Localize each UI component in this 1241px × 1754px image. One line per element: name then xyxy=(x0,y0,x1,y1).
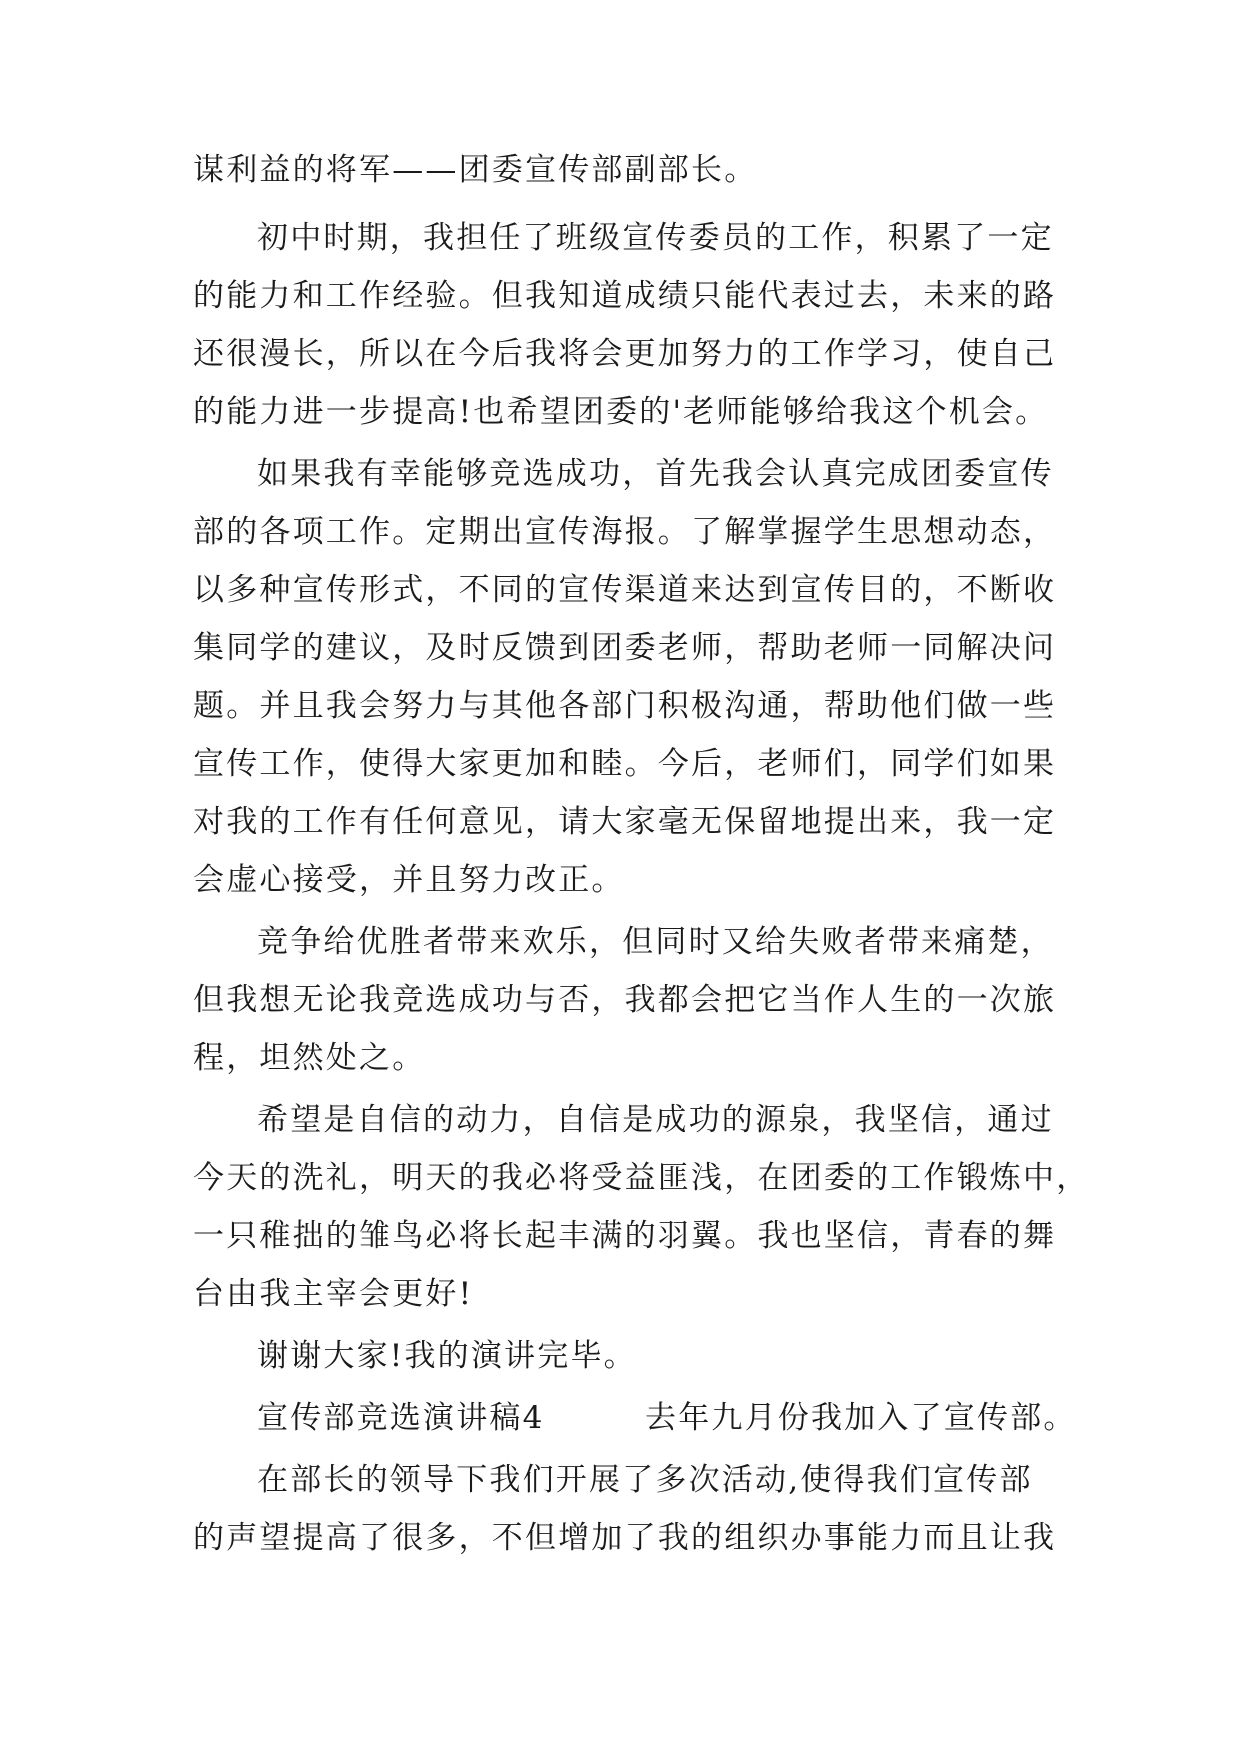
paragraph-line: 谢谢大家!我的演讲完毕。 xyxy=(257,1338,637,1374)
section-heading: 宣传部竞选演讲稿4 xyxy=(257,1400,545,1436)
paragraph-line: 一只稚拙的雏鸟必将长起丰满的羽翼。我也坚信，青春的舞 xyxy=(193,1218,1057,1254)
paragraph-line: 谋利益的将军——团委宣传部副部长。 xyxy=(193,152,758,188)
paragraph-line: 的声望提高了很多，不但增加了我的组织办事能力而且让我 xyxy=(193,1520,1057,1556)
paragraph-line: 初中时期，我担任了班级宣传委员的工作，积累了一定 xyxy=(257,220,1054,256)
paragraph-line: 但我想无论我竞选成功与否，我都会把它当作人生的一次旅 xyxy=(193,982,1057,1018)
paragraph-line: 的能力进一步提高!也希望团委的'老师能够给我这个机会。 xyxy=(193,394,1049,430)
paragraph-line: 台由我主宰会更好! xyxy=(193,1276,474,1312)
paragraph-line: 竞争给优胜者带来欢乐，但同时又给失败者带来痛楚， xyxy=(257,924,1054,960)
paragraph-line: 去年九月份我加入了宣传部。 xyxy=(645,1400,1077,1436)
paragraph-line: 宣传工作，使得大家更加和睦。今后，老师们，同学们如果 xyxy=(193,746,1057,782)
paragraph-line: 会虚心接受，并且努力改正。 xyxy=(193,862,625,898)
paragraph-line: 在部长的领导下我们开展了多次活动,使得我们宣传部 xyxy=(257,1462,1033,1498)
paragraph-line: 以多种宣传形式，不同的宣传渠道来达到宣传目的，不断收 xyxy=(193,572,1057,608)
paragraph-line: 部的各项工作。定期出宣传海报。了解掌握学生思想动态， xyxy=(193,514,1057,550)
paragraph-line: 的能力和工作经验。但我知道成绩只能代表过去，未来的路 xyxy=(193,278,1057,314)
paragraph-line: 还很漫长，所以在今后我将会更加努力的工作学习，使自己 xyxy=(193,336,1057,372)
paragraph-line: 今天的洗礼，明天的我必将受益匪浅，在团委的工作锻炼中， xyxy=(193,1160,1090,1196)
paragraph-line: 对我的工作有任何意见，请大家毫无保留地提出来，我一定 xyxy=(193,804,1057,840)
paragraph-line: 程，坦然处之。 xyxy=(193,1040,426,1076)
paragraph-line: 如果我有幸能够竞选成功，首先我会认真完成团委宣传 xyxy=(257,456,1054,492)
paragraph-line: 题。并且我会努力与其他各部门积极沟通，帮助他们做一些 xyxy=(193,688,1057,724)
paragraph-line: 集同学的建议，及时反馈到团委老师，帮助老师一同解决问 xyxy=(193,630,1057,666)
paragraph-line: 希望是自信的动力，自信是成功的源泉，我坚信，通过 xyxy=(257,1102,1054,1138)
